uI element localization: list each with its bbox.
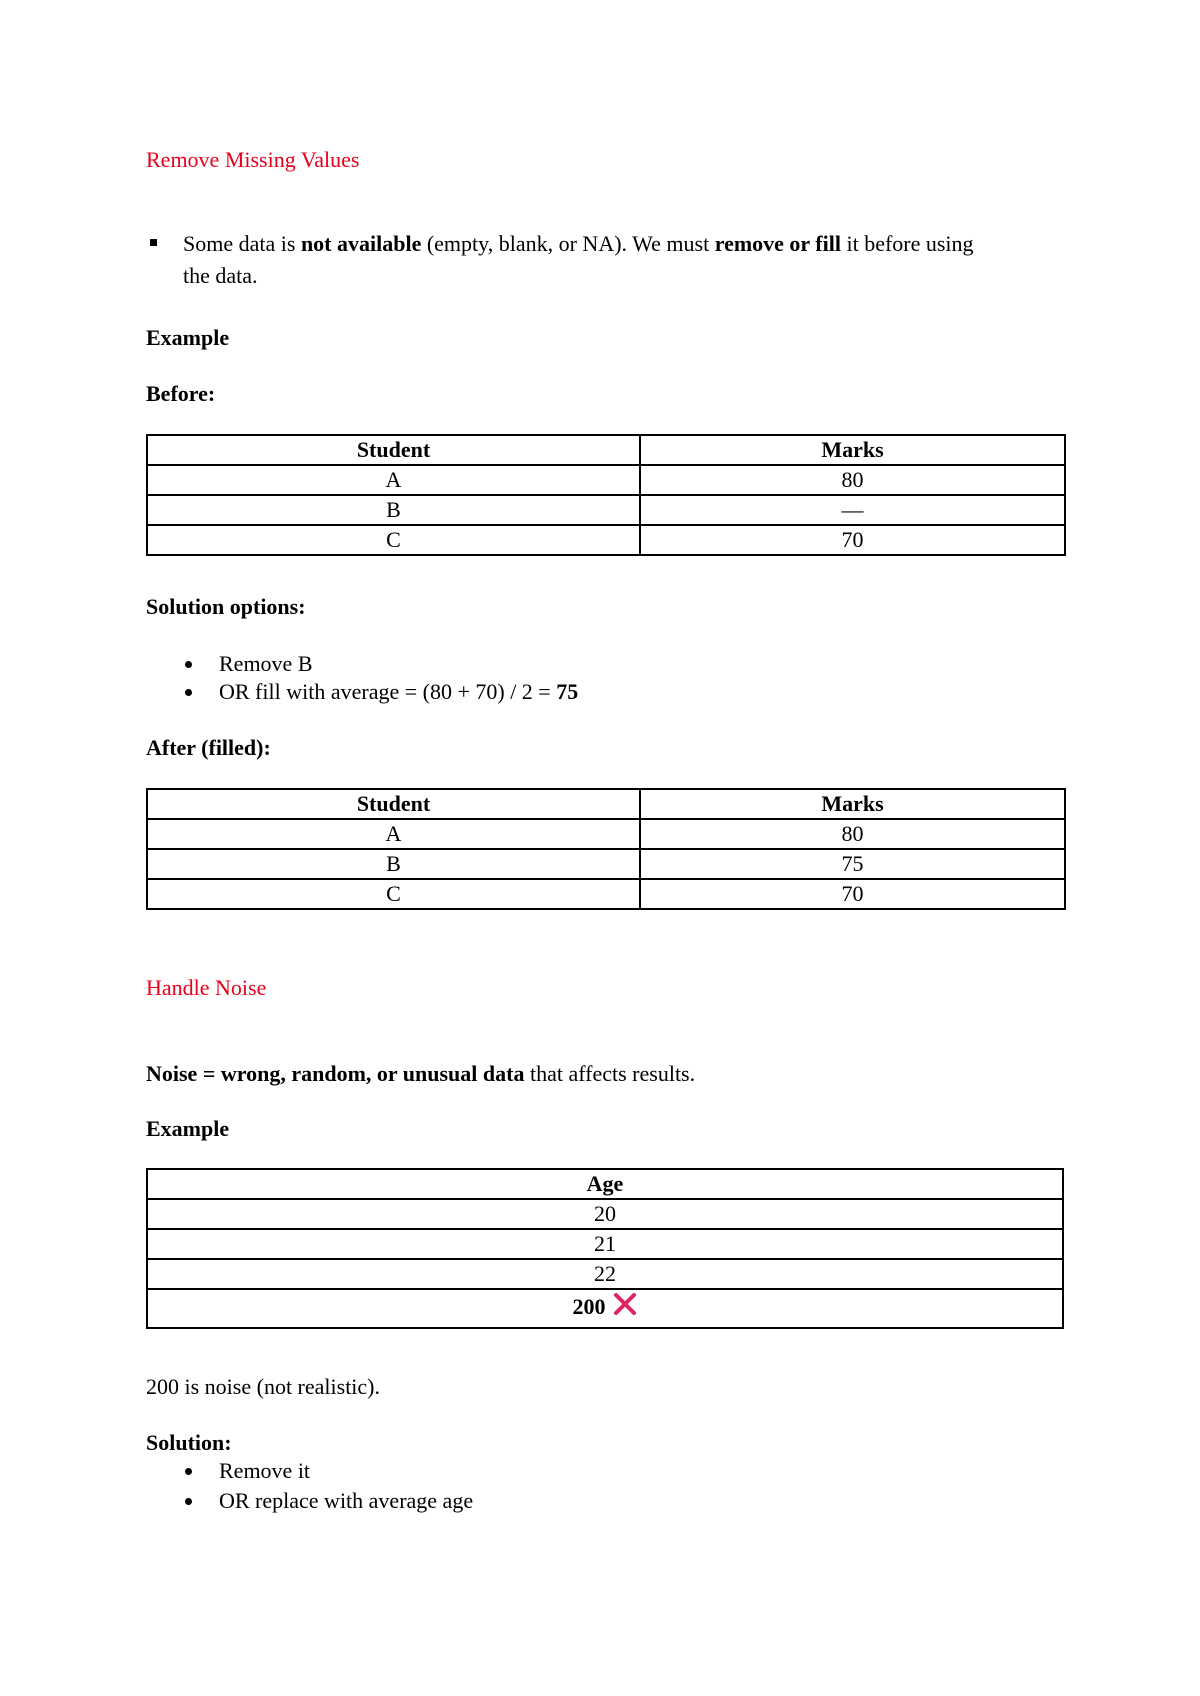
example-label: Example <box>146 325 230 350</box>
bullet-dot-icon <box>185 689 192 696</box>
table-cell: 21 <box>147 1229 1063 1259</box>
column-header-marks: Marks <box>640 789 1065 819</box>
column-header-student: Student <box>147 435 640 465</box>
bullet-dot-icon <box>185 1498 192 1505</box>
bullet-text-1: Some data is <box>183 231 301 256</box>
fill-average-text: OR fill with average = (80 + 70) / 2 = <box>219 679 557 704</box>
noise-definition-bold: Noise = wrong, random, or unusual data <box>146 1061 525 1086</box>
solution-item-remove-b: Remove B <box>219 651 313 676</box>
noise-definition-text: that affects results. <box>524 1061 696 1086</box>
bullet-paragraph-line2: the data. <box>183 263 258 288</box>
table-row <box>147 849 1065 879</box>
column-header-age: Age <box>147 1169 1063 1199</box>
table-cell: A <box>147 465 640 495</box>
noise-cell <box>147 1289 1063 1328</box>
heading-remove-missing-values: Remove Missing Values <box>146 147 360 172</box>
before-table <box>146 434 1066 556</box>
table-row <box>147 525 1065 555</box>
bullet-paragraph <box>183 230 974 259</box>
table-cell: A <box>147 819 640 849</box>
column-header-marks: Marks <box>640 435 1065 465</box>
bullet-bold-2: remove or fill <box>714 231 841 256</box>
table-cell: 80 <box>640 819 1065 849</box>
heading-handle-noise: Handle Noise <box>146 975 267 1000</box>
table-cell: C <box>147 879 640 909</box>
solution-options-label: Solution options: <box>146 594 306 619</box>
table-cell: — <box>640 495 1065 525</box>
table-header-row <box>147 1169 1063 1199</box>
table-row <box>147 879 1065 909</box>
square-bullet-icon <box>150 239 157 246</box>
bullet-bold-1: not available <box>300 231 422 256</box>
table-header-row <box>147 435 1065 465</box>
table-row <box>147 465 1065 495</box>
red-cross-mark-icon <box>612 1291 638 1327</box>
table-row-noise <box>147 1289 1063 1328</box>
column-header-student: Student <box>147 789 640 819</box>
bullet-text-3: it before using <box>840 231 974 256</box>
noise-note: 200 is noise (not realistic). <box>146 1374 381 1399</box>
table-row <box>147 495 1065 525</box>
solution-item-replace-average: OR replace with average age <box>219 1488 474 1513</box>
table-row <box>147 1229 1063 1259</box>
example-label: Example <box>146 1116 230 1141</box>
table-cell: 75 <box>640 849 1065 879</box>
after-table <box>146 788 1066 910</box>
age-table <box>146 1168 1064 1329</box>
table-cell: 80 <box>640 465 1065 495</box>
table-cell: B <box>147 495 640 525</box>
table-row <box>147 1259 1063 1289</box>
before-label: Before: <box>146 381 216 406</box>
noise-value: 200 <box>572 1294 606 1319</box>
table-cell: 70 <box>640 525 1065 555</box>
bullet-dot-icon <box>185 661 192 668</box>
table-cell: B <box>147 849 640 879</box>
table-row <box>147 819 1065 849</box>
solution-item-remove-it: Remove it <box>219 1458 311 1483</box>
table-cell: 70 <box>640 879 1065 909</box>
table-cell: 22 <box>147 1259 1063 1289</box>
table-row <box>147 1199 1063 1229</box>
table-cell: 20 <box>147 1199 1063 1229</box>
table-cell: C <box>147 525 640 555</box>
after-filled-label: After (filled): <box>146 735 271 760</box>
noise-definition <box>146 1060 695 1089</box>
bullet-text-2: (empty, blank, or NA). We must <box>421 231 715 256</box>
fill-average-value: 75 <box>556 679 579 704</box>
solution-label: Solution: <box>146 1430 232 1455</box>
solution-item-fill-average <box>219 678 578 707</box>
bullet-dot-icon <box>185 1468 192 1475</box>
table-header-row <box>147 789 1065 819</box>
